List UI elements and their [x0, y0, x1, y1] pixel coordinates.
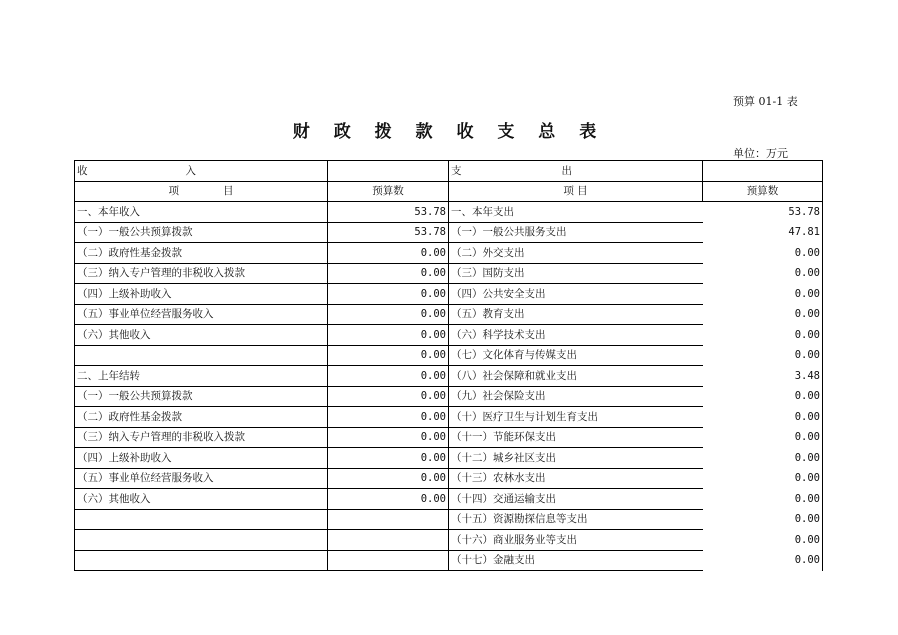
income-item-cell: （三）纳入专户管理的非税收入拨款	[75, 263, 328, 284]
expense-header-right: 出	[561, 164, 572, 177]
income-item-cell	[75, 509, 328, 530]
expense-value-cell: 0.00	[703, 345, 823, 366]
income-item-cell: （二）政府性基金拨款	[75, 407, 328, 428]
income-item-cell: 二、上年结转	[75, 366, 328, 387]
table-row	[75, 509, 823, 530]
expense-value-cell: 0.00	[703, 468, 823, 489]
expense-item-header: 项 目	[449, 181, 703, 202]
table-row	[75, 263, 823, 284]
income-item-cell: （三）纳入专户管理的非税收入拨款	[75, 427, 328, 448]
table-row	[75, 427, 823, 448]
table-row	[75, 325, 823, 346]
expense-value-cell: 47.81	[703, 222, 823, 243]
income-value-cell: 0.00	[328, 263, 449, 284]
table-row	[75, 284, 823, 305]
expense-value-cell: 0.00	[703, 407, 823, 428]
expense-value-cell: 0.00	[703, 284, 823, 305]
expense-header-left: 支	[451, 164, 462, 177]
income-item-cell: （一）一般公共预算拨款	[75, 386, 328, 407]
expense-section-header-blank	[703, 161, 823, 182]
table-section-header-row	[75, 161, 823, 182]
income-value-cell: 0.00	[328, 407, 449, 428]
income-item-cell: （四）上级补助收入	[75, 448, 328, 469]
expense-value-cell: 0.00	[703, 550, 823, 571]
income-item-cell	[75, 530, 328, 551]
income-item-cell: （四）上级补助收入	[75, 284, 328, 305]
expense-value-cell: 0.00	[703, 530, 823, 551]
income-value-cell: 0.00	[328, 304, 449, 325]
table-row	[75, 530, 823, 551]
table-row	[75, 243, 823, 264]
income-item-cell: （一）一般公共预算拨款	[75, 222, 328, 243]
expense-item-cell: （四）公共安全支出	[449, 284, 703, 305]
table-row	[75, 448, 823, 469]
expense-value-cell: 0.00	[703, 263, 823, 284]
table-row	[75, 468, 823, 489]
expense-item-cell: （十四）交通运输支出	[449, 489, 703, 510]
table-row	[75, 407, 823, 428]
expense-item-cell: （十一）节能环保支出	[449, 427, 703, 448]
income-item-cell: （五）事业单位经营服务收入	[75, 468, 328, 489]
expense-value-cell: 3.48	[703, 366, 823, 387]
income-value-cell: 53.78	[328, 202, 449, 223]
expense-item-cell: （二）外交支出	[449, 243, 703, 264]
income-value-cell: 0.00	[328, 489, 449, 510]
income-item-cell	[75, 345, 328, 366]
income-budget-header: 预算数	[328, 181, 449, 202]
expense-budget-header: 预算数	[703, 181, 823, 202]
table-column-header-row	[75, 181, 823, 202]
expense-value-cell: 53.78	[703, 202, 823, 223]
table-row	[75, 222, 823, 243]
income-section-header-blank	[328, 161, 449, 182]
expense-value-cell: 0.00	[703, 427, 823, 448]
expense-item-cell: （十六）商业服务业等支出	[449, 530, 703, 551]
expense-value-cell: 0.00	[703, 386, 823, 407]
income-value-cell: 0.00	[328, 284, 449, 305]
expense-value-cell: 0.00	[703, 304, 823, 325]
expense-item-cell: （三）国防支出	[449, 263, 703, 284]
income-item-cell: 一、本年收入	[75, 202, 328, 223]
income-value-cell	[328, 509, 449, 530]
table-row	[75, 550, 823, 571]
expense-value-cell: 0.00	[703, 325, 823, 346]
expense-item-cell: （五）教育支出	[449, 304, 703, 325]
expense-item-cell: （十五）资源勘探信息等支出	[449, 509, 703, 530]
income-value-cell: 0.00	[328, 366, 449, 387]
unit-label: 单位：万元	[733, 147, 788, 160]
form-code: 预算 01-1 表	[733, 95, 798, 108]
expense-item-cell: （十二）城乡社区支出	[449, 448, 703, 469]
expense-item-cell: （九）社会保险支出	[449, 386, 703, 407]
income-header-right: 入	[185, 164, 196, 177]
expense-value-cell: 0.00	[703, 448, 823, 469]
page-title: 财 政 拨 款 收 支 总 表	[292, 122, 606, 142]
table-row	[75, 345, 823, 366]
income-item-header-right: 目	[223, 185, 234, 197]
income-header-left: 收	[77, 164, 88, 177]
expense-item-cell: （八）社会保障和就业支出	[449, 366, 703, 387]
income-value-cell: 0.00	[328, 448, 449, 469]
expense-value-cell: 0.00	[703, 509, 823, 530]
table-row	[75, 202, 823, 223]
income-item-cell	[75, 550, 328, 571]
expense-value-cell: 0.00	[703, 243, 823, 264]
income-value-cell: 0.00	[328, 345, 449, 366]
expense-item-cell: （十三）农林水支出	[449, 468, 703, 489]
budget-table	[74, 160, 823, 571]
income-value-cell: 0.00	[328, 243, 449, 264]
income-item-cell: （六）其他收入	[75, 325, 328, 346]
expense-item-cell: 一、本年支出	[449, 202, 703, 223]
income-item-header	[75, 181, 328, 202]
expense-item-cell: （六）科学技术支出	[449, 325, 703, 346]
expense-item-cell: （七）文化体育与传媒支出	[449, 345, 703, 366]
expense-value-cell: 0.00	[703, 489, 823, 510]
expense-section-header	[449, 161, 703, 182]
income-item-header-left: 项	[168, 185, 179, 197]
income-value-cell: 53.78	[328, 222, 449, 243]
income-value-cell: 0.00	[328, 468, 449, 489]
income-item-cell: （二）政府性基金拨款	[75, 243, 328, 264]
table-row	[75, 489, 823, 510]
expense-item-cell: （十七）金融支出	[449, 550, 703, 571]
income-section-header	[75, 161, 328, 182]
expense-item-cell: （一）一般公共服务支出	[449, 222, 703, 243]
income-value-cell	[328, 550, 449, 571]
income-value-cell: 0.00	[328, 427, 449, 448]
expense-item-cell: （十）医疗卫生与计划生育支出	[449, 407, 703, 428]
income-value-cell: 0.00	[328, 386, 449, 407]
table-row	[75, 386, 823, 407]
income-item-cell: （五）事业单位经营服务收入	[75, 304, 328, 325]
table-row	[75, 366, 823, 387]
income-value-cell	[328, 530, 449, 551]
table-row	[75, 304, 823, 325]
income-item-cell: （六）其他收入	[75, 489, 328, 510]
income-value-cell: 0.00	[328, 325, 449, 346]
